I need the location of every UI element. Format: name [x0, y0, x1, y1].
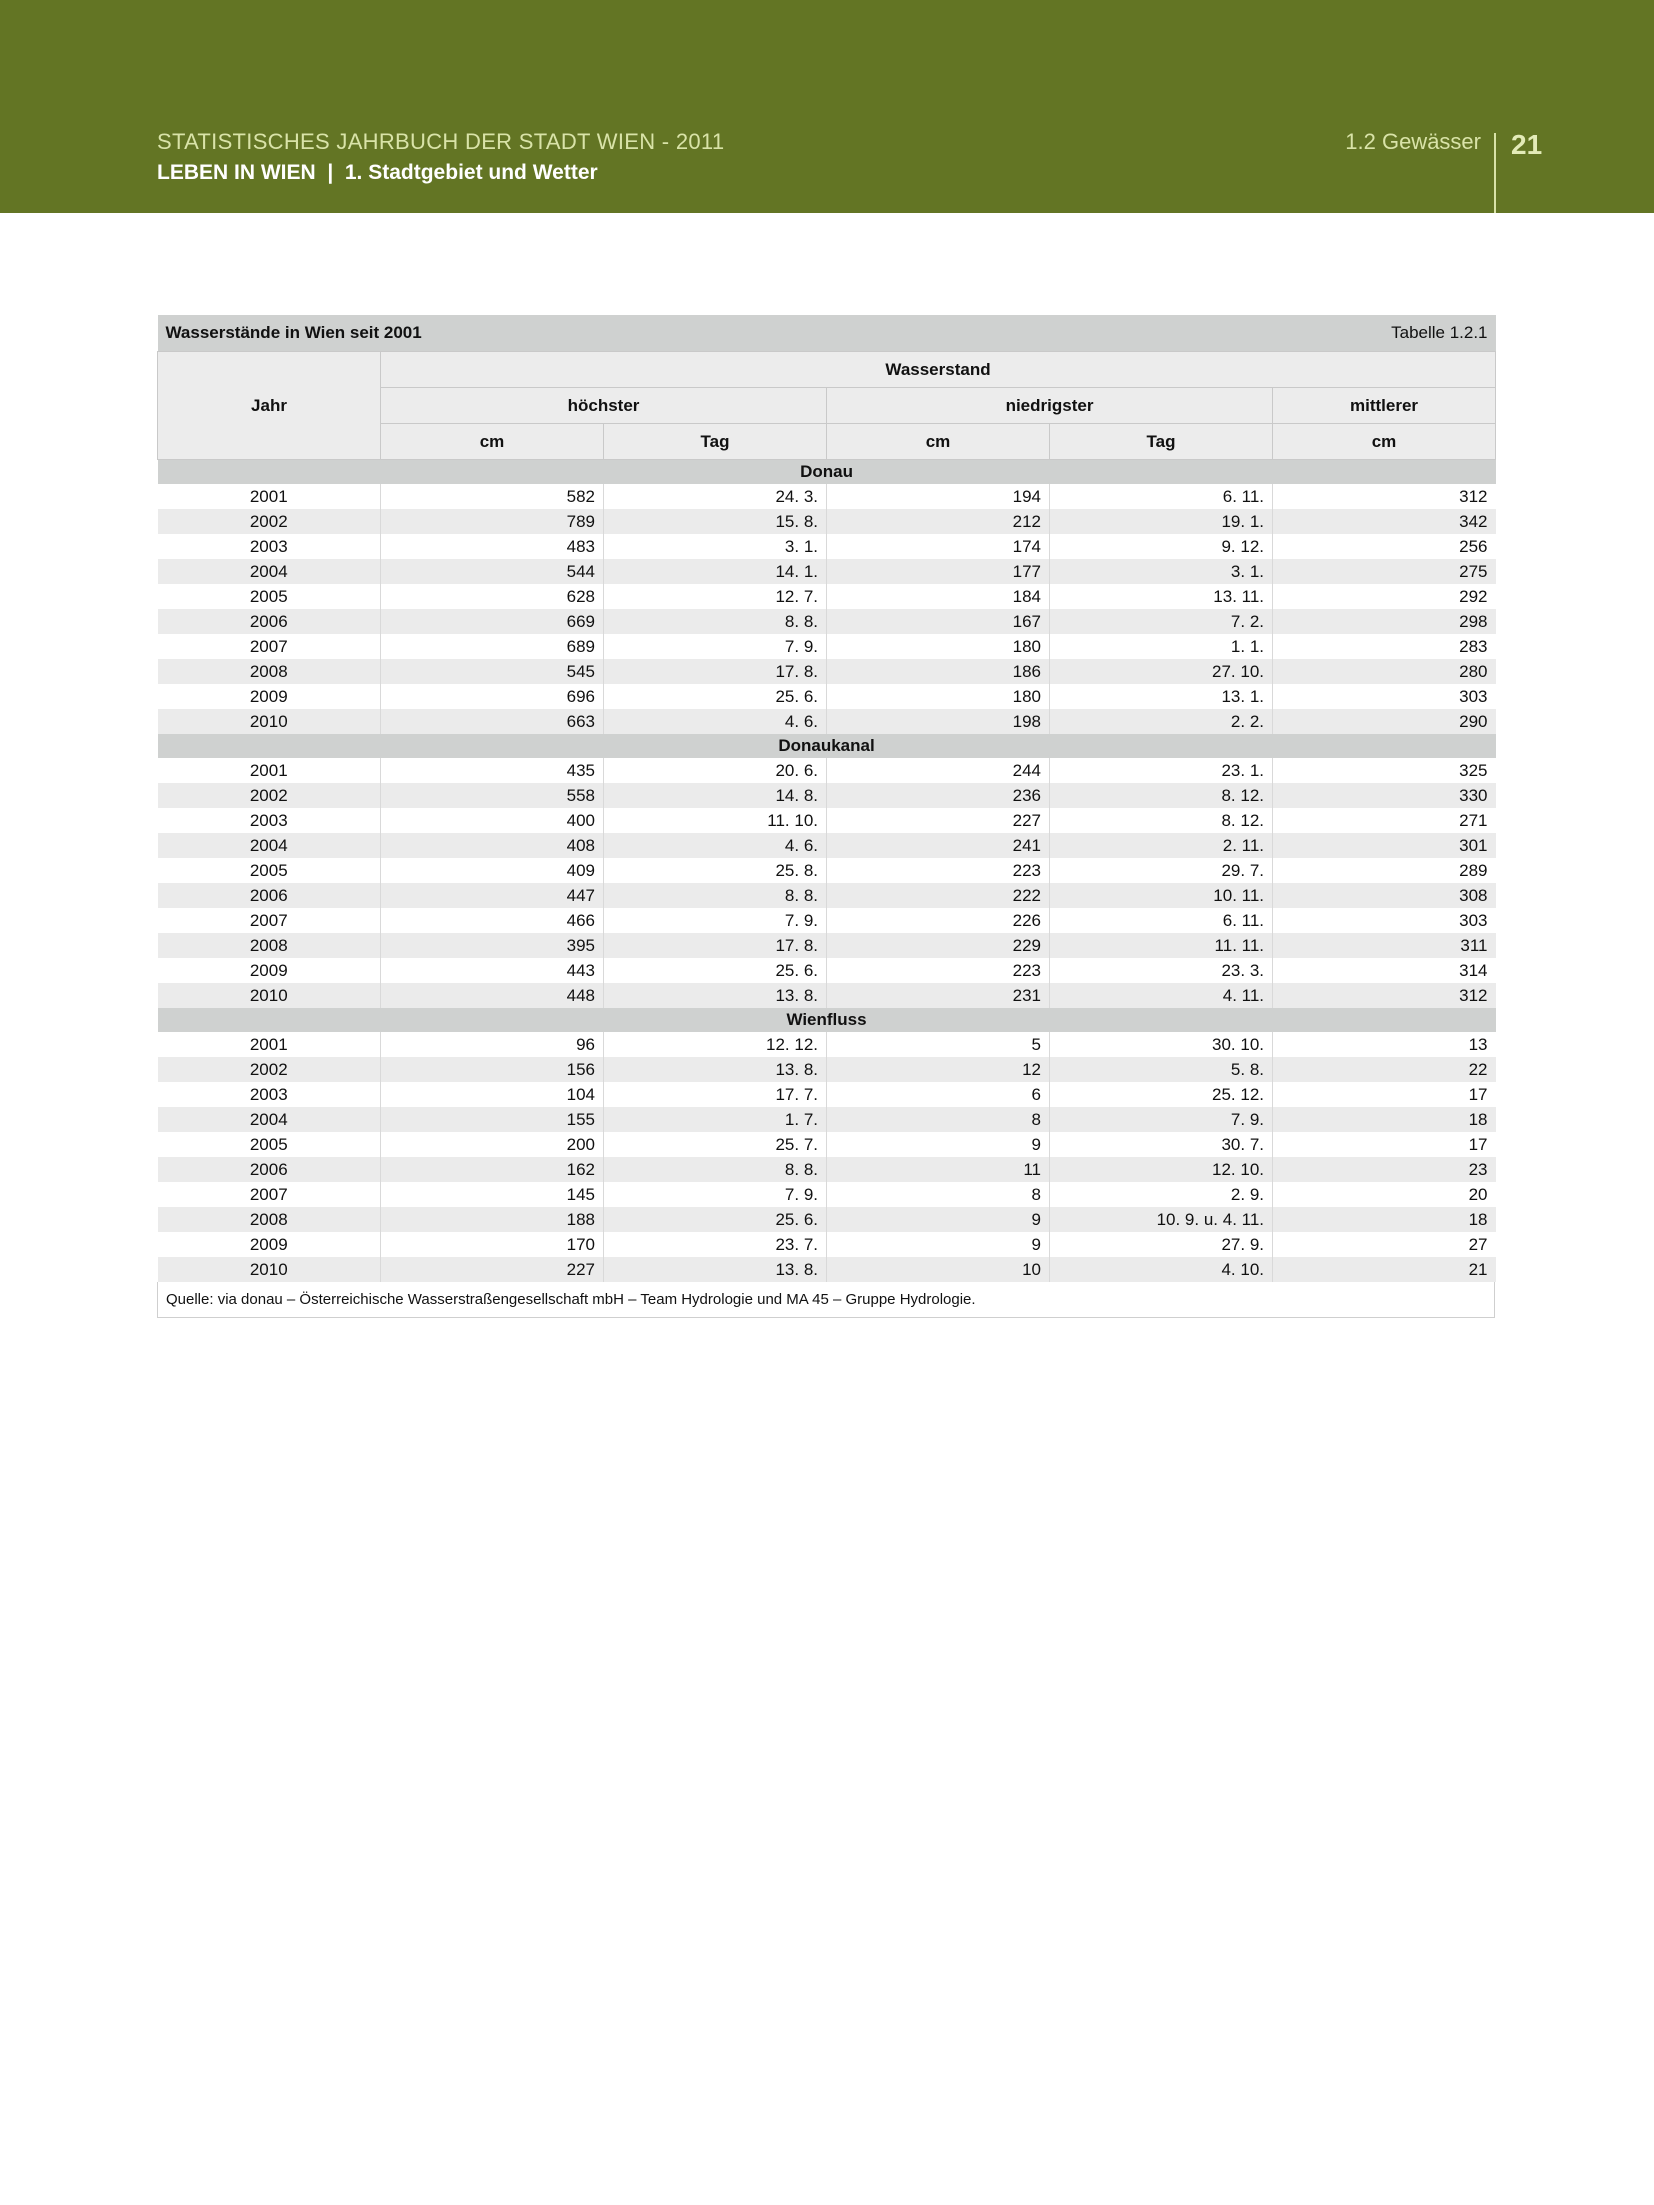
col-unit-low-day: Tag: [1050, 424, 1273, 460]
table-cell: 180: [827, 634, 1050, 659]
table-cell: 27. 10.: [1050, 659, 1273, 684]
table-row: [158, 509, 1496, 534]
table-cell: 2009: [158, 958, 381, 983]
table-cell: 483: [381, 534, 604, 559]
table-row: [158, 484, 1496, 509]
table-row: [158, 758, 1496, 783]
table-cell: 663: [381, 709, 604, 734]
chapter-title: LEBEN IN WIEN | 1. Stadtgebiet und Wetter: [157, 161, 598, 184]
table-cell: 395: [381, 933, 604, 958]
table-cell: 9. 12.: [1050, 534, 1273, 559]
table-caption-row: [158, 315, 1496, 352]
table-cell: 6. 11.: [1050, 484, 1273, 509]
table-cell: 12. 12.: [604, 1032, 827, 1057]
table-cell: 226: [827, 908, 1050, 933]
table-cell: 7. 9.: [604, 634, 827, 659]
table-cell: 30. 10.: [1050, 1032, 1273, 1057]
table-row: [158, 958, 1496, 983]
col-unit-low-cm: cm: [827, 424, 1050, 460]
table-cell: 2002: [158, 783, 381, 808]
table-cell: 8. 8.: [604, 883, 827, 908]
table-cell: 14. 8.: [604, 783, 827, 808]
group-row: [158, 1008, 1496, 1032]
page-number: 21: [1511, 129, 1543, 160]
table-cell: 8. 8.: [604, 1157, 827, 1182]
table-cell: 24. 3.: [604, 484, 827, 509]
table-row: [158, 534, 1496, 559]
table-cell: 2. 9.: [1050, 1182, 1273, 1207]
table-cell: 303: [1273, 908, 1496, 933]
table-cell: 11. 10.: [604, 808, 827, 833]
table-row: [158, 1232, 1496, 1257]
table-row: [158, 659, 1496, 684]
table-cell: 198: [827, 709, 1050, 734]
table-cell: 6. 11.: [1050, 908, 1273, 933]
table-cell: 17. 8.: [604, 659, 827, 684]
table-cell: 448: [381, 983, 604, 1008]
table-cell: 5. 8.: [1050, 1057, 1273, 1082]
table-cell: 223: [827, 858, 1050, 883]
table-cell: 308: [1273, 883, 1496, 908]
table-cell: 177: [827, 559, 1050, 584]
table-cell: 21: [1273, 1257, 1496, 1282]
table-cell: 3. 1.: [1050, 559, 1273, 584]
table-row: [158, 684, 1496, 709]
water-level-table-container: [157, 315, 1495, 1318]
table-cell: 241: [827, 833, 1050, 858]
table-cell: 2007: [158, 1182, 381, 1207]
table-cell: 7. 2.: [1050, 609, 1273, 634]
table-cell: 256: [1273, 534, 1496, 559]
table-cell: 2005: [158, 1132, 381, 1157]
source-note: Quelle: via donau – Österreichische Wasserstraßengesellschaft mbH – Team Hydrologie und MA 45 – Gruppe Hydrologie.: [157, 1282, 1495, 1318]
table-cell: 8: [827, 1107, 1050, 1132]
table-cell: 19. 1.: [1050, 509, 1273, 534]
table-row: [158, 1057, 1496, 1082]
table-cell: 8: [827, 1182, 1050, 1207]
group-label: Donaukanal: [158, 734, 1496, 758]
table-cell: 162: [381, 1157, 604, 1182]
table-row: [158, 933, 1496, 958]
table-cell: 4. 11.: [1050, 983, 1273, 1008]
table-cell: 184: [827, 584, 1050, 609]
table-cell: 29. 7.: [1050, 858, 1273, 883]
group-row: [158, 460, 1496, 485]
table-cell: 2010: [158, 983, 381, 1008]
table-cell: 545: [381, 659, 604, 684]
table-cell: 696: [381, 684, 604, 709]
table-cell: 27: [1273, 1232, 1496, 1257]
table-cell: 2007: [158, 908, 381, 933]
table-cell: 409: [381, 858, 604, 883]
table-cell: 2004: [158, 833, 381, 858]
table-cell: 303: [1273, 684, 1496, 709]
table-cell: 17: [1273, 1082, 1496, 1107]
table-cell: 27. 9.: [1050, 1232, 1273, 1257]
table-cell: 2007: [158, 634, 381, 659]
table-cell: 13. 8.: [604, 1057, 827, 1082]
table-cell: 13. 8.: [604, 983, 827, 1008]
table-cell: 400: [381, 808, 604, 833]
group-label: Donau: [158, 460, 1496, 485]
table-cell: 2006: [158, 1157, 381, 1182]
table-cell: 155: [381, 1107, 604, 1132]
table-cell: 23. 3.: [1050, 958, 1273, 983]
table-title: Wasserstände in Wien seit 2001: [158, 315, 827, 352]
table-cell: 2008: [158, 659, 381, 684]
table-cell: 2006: [158, 883, 381, 908]
table-cell: 312: [1273, 983, 1496, 1008]
table-cell: 174: [827, 534, 1050, 559]
table-cell: 689: [381, 634, 604, 659]
table-cell: 4. 6.: [604, 709, 827, 734]
table-cell: 1. 1.: [1050, 634, 1273, 659]
group-row: [158, 734, 1496, 758]
table-row: [158, 559, 1496, 584]
table-row: [158, 858, 1496, 883]
table-cell: 582: [381, 484, 604, 509]
table-cell: 6: [827, 1082, 1050, 1107]
table-cell: 311: [1273, 933, 1496, 958]
table-cell: 18: [1273, 1107, 1496, 1132]
table-row: [158, 709, 1496, 734]
table-cell: 2. 2.: [1050, 709, 1273, 734]
table-cell: 628: [381, 584, 604, 609]
table-body: [158, 460, 1496, 1283]
table-cell: 3. 1.: [604, 534, 827, 559]
table-cell: 23. 7.: [604, 1232, 827, 1257]
group-label: Wienfluss: [158, 1008, 1496, 1032]
table-cell: 435: [381, 758, 604, 783]
table-row: [158, 1257, 1496, 1282]
table-cell: 96: [381, 1032, 604, 1057]
table-cell: 342: [1273, 509, 1496, 534]
table-cell: 12: [827, 1057, 1050, 1082]
table-cell: 7. 9.: [604, 1182, 827, 1207]
table-cell: 167: [827, 609, 1050, 634]
table-cell: 17. 7.: [604, 1082, 827, 1107]
publication-title: STATISTISCHES JAHRBUCH DER STADT WIEN - 2011: [157, 129, 725, 154]
col-header-lowest: niedrigster: [827, 388, 1273, 424]
table-cell: 2003: [158, 1082, 381, 1107]
table-cell: 11: [827, 1157, 1050, 1182]
table-cell: 2004: [158, 1107, 381, 1132]
table-cell: 301: [1273, 833, 1496, 858]
table-cell: 227: [827, 808, 1050, 833]
table-cell: 12. 7.: [604, 584, 827, 609]
table-cell: 443: [381, 958, 604, 983]
table-cell: 7. 9.: [604, 908, 827, 933]
col-header-highest: höchster: [381, 388, 827, 424]
col-unit-mean-cm: cm: [1273, 424, 1496, 460]
table-cell: 2006: [158, 609, 381, 634]
table-cell: 17: [1273, 1132, 1496, 1157]
table-cell: 1. 7.: [604, 1107, 827, 1132]
table-cell: 194: [827, 484, 1050, 509]
table-cell: 2. 11.: [1050, 833, 1273, 858]
table-cell: 18: [1273, 1207, 1496, 1232]
table-cell: 20. 6.: [604, 758, 827, 783]
table-row: [158, 609, 1496, 634]
table-cell: 156: [381, 1057, 604, 1082]
table-cell: 7. 9.: [1050, 1107, 1273, 1132]
table-cell: 669: [381, 609, 604, 634]
table-row: [158, 1082, 1496, 1107]
table-cell: 244: [827, 758, 1050, 783]
table-cell: 2008: [158, 1207, 381, 1232]
col-unit-high-cm: cm: [381, 424, 604, 460]
section-label: 1.2 Gewässer: [1345, 129, 1481, 154]
table-cell: 2001: [158, 758, 381, 783]
table-cell: 20: [1273, 1182, 1496, 1207]
table-cell: 227: [381, 1257, 604, 1282]
table-cell: 25. 6.: [604, 684, 827, 709]
col-header-waterlevel: Wasserstand: [381, 352, 1496, 388]
table-cell: 447: [381, 883, 604, 908]
table-cell: 14. 1.: [604, 559, 827, 584]
table-row: [158, 808, 1496, 833]
table-row: [158, 883, 1496, 908]
table-cell: 236: [827, 783, 1050, 808]
table-cell: 13. 11.: [1050, 584, 1273, 609]
table-cell: 2008: [158, 933, 381, 958]
table-cell: 13. 8.: [604, 1257, 827, 1282]
table-cell: 17. 8.: [604, 933, 827, 958]
table-row: [158, 584, 1496, 609]
table-cell: 25. 8.: [604, 858, 827, 883]
table-row: [158, 1107, 1496, 1132]
table-cell: 2005: [158, 584, 381, 609]
table-cell: 9: [827, 1207, 1050, 1232]
table-cell: 10: [827, 1257, 1050, 1282]
table-cell: 283: [1273, 634, 1496, 659]
table-row: [158, 634, 1496, 659]
table-cell: 9: [827, 1132, 1050, 1157]
table-cell: 298: [1273, 609, 1496, 634]
table-row: [158, 1182, 1496, 1207]
table-cell: 314: [1273, 958, 1496, 983]
table-cell: 271: [1273, 808, 1496, 833]
page-header: [0, 0, 1654, 213]
table-cell: 5: [827, 1032, 1050, 1057]
table-cell: 11. 11.: [1050, 933, 1273, 958]
table-cell: 558: [381, 783, 604, 808]
table-cell: 2009: [158, 684, 381, 709]
table-cell: 2003: [158, 808, 381, 833]
table-cell: 23. 1.: [1050, 758, 1273, 783]
table-cell: 789: [381, 509, 604, 534]
table-cell: 2003: [158, 534, 381, 559]
table-cell: 212: [827, 509, 1050, 534]
table-cell: 2009: [158, 1232, 381, 1257]
table-cell: 223: [827, 958, 1050, 983]
table-cell: 4. 6.: [604, 833, 827, 858]
table-cell: 188: [381, 1207, 604, 1232]
table-cell: 12. 10.: [1050, 1157, 1273, 1182]
table-row: [158, 1132, 1496, 1157]
header-divider: [1494, 133, 1496, 213]
table-cell: 2004: [158, 559, 381, 584]
table-number: Tabelle 1.2.1: [827, 315, 1496, 352]
table-row: [158, 983, 1496, 1008]
table-cell: 180: [827, 684, 1050, 709]
table-cell: 325: [1273, 758, 1496, 783]
table-cell: 13. 1.: [1050, 684, 1273, 709]
table-cell: 25. 7.: [604, 1132, 827, 1157]
table-cell: 4. 10.: [1050, 1257, 1273, 1282]
table-cell: 231: [827, 983, 1050, 1008]
table-cell: 186: [827, 659, 1050, 684]
table-cell: 2001: [158, 1032, 381, 1057]
table-cell: 408: [381, 833, 604, 858]
table-cell: 25. 6.: [604, 1207, 827, 1232]
table-cell: 104: [381, 1082, 604, 1107]
table-cell: 2002: [158, 509, 381, 534]
table-cell: 200: [381, 1132, 604, 1157]
table-cell: 10. 11.: [1050, 883, 1273, 908]
table-cell: 13: [1273, 1032, 1496, 1057]
table-row: [158, 1207, 1496, 1232]
table-cell: 280: [1273, 659, 1496, 684]
table-cell: 10. 9. u. 4. 11.: [1050, 1207, 1273, 1232]
table-cell: 2005: [158, 858, 381, 883]
table-cell: 22: [1273, 1057, 1496, 1082]
table-cell: 25. 6.: [604, 958, 827, 983]
table-cell: 25. 12.: [1050, 1082, 1273, 1107]
table-cell: 544: [381, 559, 604, 584]
table-cell: 15. 8.: [604, 509, 827, 534]
table-cell: 466: [381, 908, 604, 933]
table-cell: 2010: [158, 709, 381, 734]
table-cell: 275: [1273, 559, 1496, 584]
table-cell: 8. 8.: [604, 609, 827, 634]
table-row: [158, 1157, 1496, 1182]
table-cell: 229: [827, 933, 1050, 958]
col-unit-high-day: Tag: [604, 424, 827, 460]
col-header-mean: mittlerer: [1273, 388, 1496, 424]
water-level-table: [157, 315, 1496, 1282]
table-row: [158, 1032, 1496, 1057]
table-row: [158, 833, 1496, 858]
table-row: [158, 908, 1496, 933]
table-cell: 289: [1273, 858, 1496, 883]
col-header-year: Jahr: [158, 352, 381, 460]
table-cell: 145: [381, 1182, 604, 1207]
table-row: [158, 783, 1496, 808]
table-cell: 222: [827, 883, 1050, 908]
table-cell: 2002: [158, 1057, 381, 1082]
table-cell: 2010: [158, 1257, 381, 1282]
table-cell: 290: [1273, 709, 1496, 734]
table-cell: 8. 12.: [1050, 783, 1273, 808]
table-cell: 23: [1273, 1157, 1496, 1182]
table-cell: 9: [827, 1232, 1050, 1257]
table-cell: 170: [381, 1232, 604, 1257]
table-cell: 330: [1273, 783, 1496, 808]
table-cell: 312: [1273, 484, 1496, 509]
table-cell: 292: [1273, 584, 1496, 609]
table-cell: 30. 7.: [1050, 1132, 1273, 1157]
table-cell: 8. 12.: [1050, 808, 1273, 833]
table-cell: 2001: [158, 484, 381, 509]
